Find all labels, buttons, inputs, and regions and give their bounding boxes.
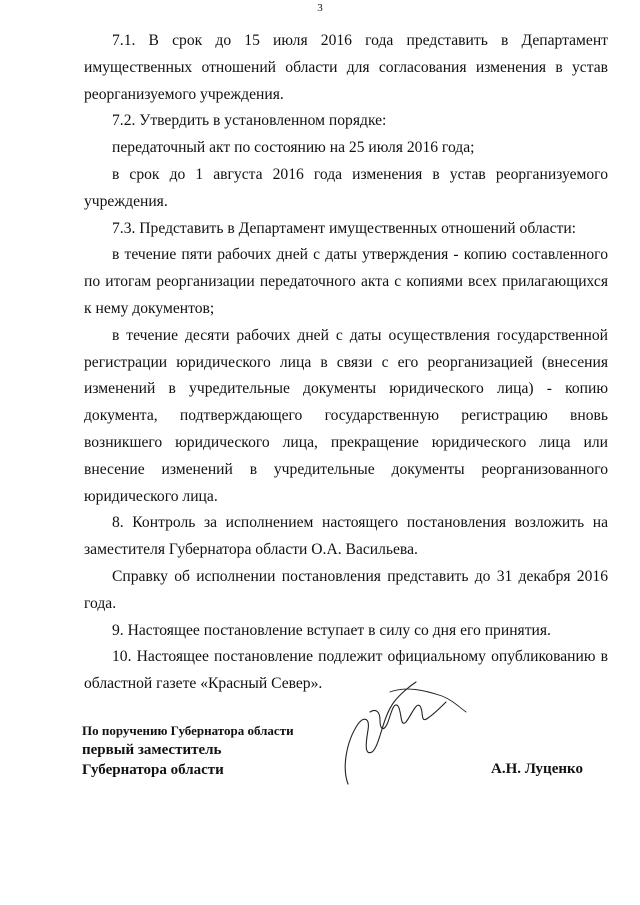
paragraph-8-report: Справку об исполнении постановления представить до 31 декабря 2016 года. — [84, 567, 608, 612]
handwritten-signature — [320, 672, 480, 792]
paragraph-8: 8. Контроль за исполнением настоящего постановления возложить на заместителя Губернатора области О.А. Васильева. — [84, 514, 608, 559]
paragraph-7-2-item-2: в срок до 1 августа 2016 года изменения в устав реорганизуемого учреждения. — [84, 165, 608, 210]
paragraph-7-3-item-1: в течение пяти рабочих дней с даты утверждения - копию составленного по итогам реорганизации передаточного акта с копиями всех прилагающихся к нему документов; — [84, 246, 608, 317]
signatory-title-block — [82, 722, 294, 780]
paragraph-7-1: 7.1. В срок до 15 июля 2016 года представить в Департамент имущественных отношений области для согласования изменения в устав реорганизуемого учреждения. — [84, 32, 608, 103]
paragraph-7-3-item-2: в течение десяти рабочих дней с даты осуществления государственной регистрации юридического лица в связи с его реорганизацией (внесения изменений в учредительные документы юридического лица) - копию документа, подтверждающего государственную регистрацию вновь возникшего юридического лица, прекращение юридического лица или внесение изменений в учредительные документы реорганизованного юридического лица. — [84, 326, 608, 505]
signatory-position: первый заместитель — [82, 742, 222, 758]
paragraph-7-2: 7.2. Утвердить в установленном порядке: — [112, 112, 387, 130]
page-number: 3 — [317, 2, 323, 14]
signatory-name: А.Н. Луценко — [491, 761, 583, 777]
paragraph-7-2-item-1: передаточный акт по состоянию на 25 июля 2016 года; — [112, 139, 475, 157]
signatory-authority: По поручению Губернатора области — [82, 723, 294, 738]
paragraph-10: 10. Настоящее постановление подлежит официальному опубликованию в областной газете «Красный Север». — [84, 648, 608, 693]
document-body — [84, 28, 608, 698]
signatory-position-2: Губернатора области — [82, 762, 224, 778]
paragraph-7-3: 7.3. Представить в Департамент имущественных отношений области: — [112, 219, 577, 237]
paragraph-9: 9. Настоящее постановление вступает в силу со дня его принятия. — [112, 621, 551, 639]
